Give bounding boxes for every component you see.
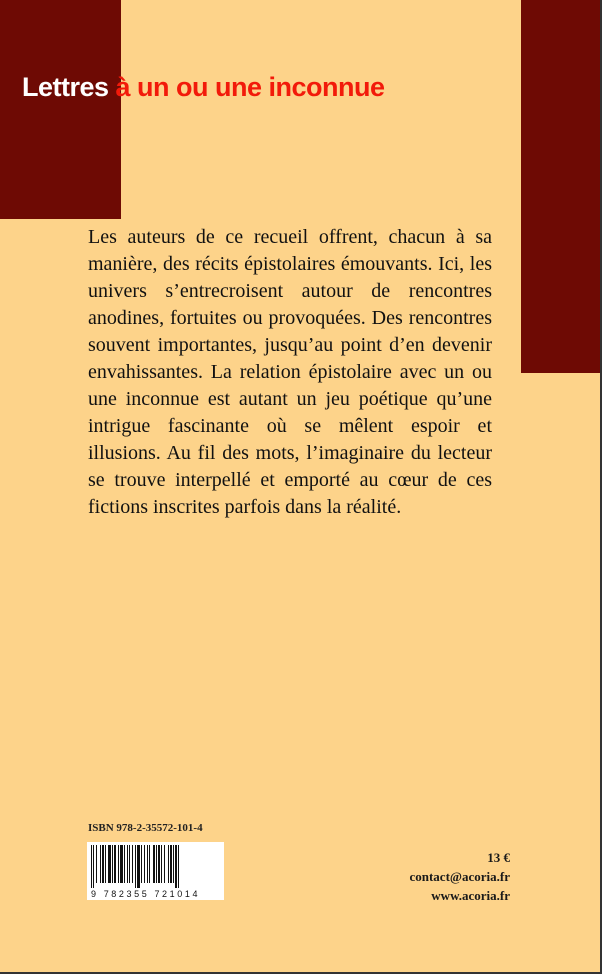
barcode	[87, 842, 224, 900]
back-cover-blurb: Les auteurs de ce recueil offrent, chacun à sa manière, des récits épistolaires émouvants. Ici, les univers s’entrecroisent autour de rencontres anodines, fortuites ou provoquées. Des rencontres souvent importantes, jusqu’au point d’en devenir envahissantes. La relation épistolaire avec un ou une inconnue est autant un jeu poétique qu’une intrigue fascinante où se mêlent espoir et illusions. Au fil des mots, l’imaginaire du lecteur se trouve interpellé et emporté au cœur de ces fictions inscrites parfois dans la réalité.	[88, 226, 492, 518]
website-url: www.acoria.fr	[431, 888, 510, 903]
contact-email: contact@acoria.fr	[409, 869, 510, 884]
title-part-red: à un ou une inconnue	[108, 72, 385, 102]
title-part-white: Lettres	[22, 72, 109, 102]
barcode-bars	[87, 842, 224, 888]
book-title	[22, 72, 385, 103]
price: 13 €	[487, 850, 510, 865]
publisher-contact	[409, 848, 510, 905]
maroon-block-right	[521, 0, 600, 373]
isbn-number: ISBN 978-2-35572-101-4	[88, 822, 203, 834]
barcode-digits: 9 782355 721014	[91, 889, 201, 899]
maroon-block-left	[0, 0, 121, 219]
